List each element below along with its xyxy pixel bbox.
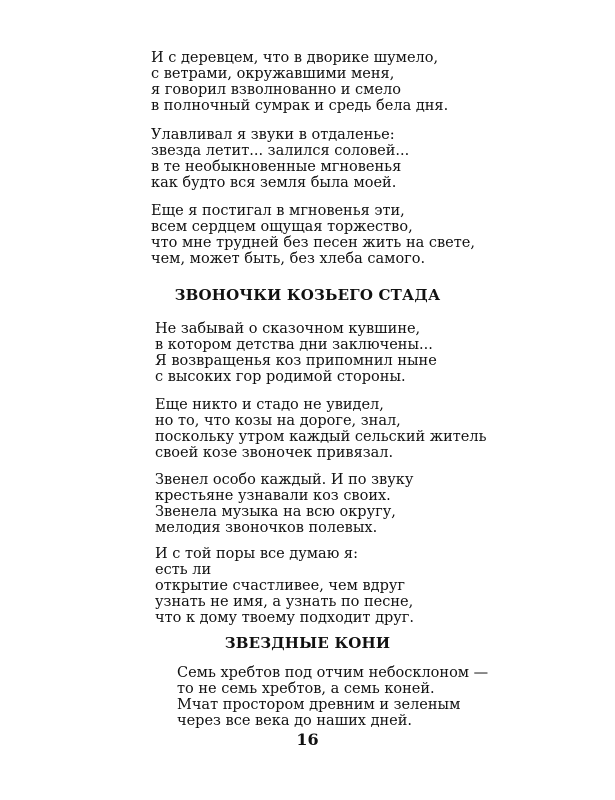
verse-line: узнать не имя, а узнать по песне, <box>155 594 414 610</box>
verse-line: звезда летит... залился соловей... <box>151 143 410 159</box>
verse-line: но то, что козы на дороге, знал, <box>155 413 401 429</box>
verse-line: поскольку утром каждый сельский житель <box>155 429 487 445</box>
poem-title: ЗВЕЗДНЫЕ КОНИ <box>224 634 391 652</box>
verse-line: Еще я постигал в мгновенья эти, <box>151 203 405 219</box>
verse-line: И с той поры все думаю я: <box>155 546 358 562</box>
verse-line: Звенела музыка на всю округу, <box>155 504 396 520</box>
poem1-stanza-1 <box>151 50 448 114</box>
verse-line: что к дому твоему подходит друг. <box>155 610 415 626</box>
verse-line: открытие счастливее, чем вдруг <box>155 578 405 594</box>
poem3-stanza-1 <box>177 665 488 729</box>
poem2-stanza-2 <box>155 397 487 461</box>
poem2-stanza-4 <box>155 546 414 626</box>
verse-line: Не забывай о сказочном кувшине, <box>155 321 421 337</box>
verse-line: то не семь хребтов, а семь коней. <box>177 681 435 697</box>
verse-line: всем сердцем ощущая торжество, <box>151 219 413 235</box>
verse-line: в те необыкновенные мгновенья <box>151 159 402 175</box>
page-number: 16 <box>296 730 319 749</box>
verse-line: через все века до наших дней. <box>177 713 413 729</box>
poem-title: ЗВОНОЧКИ КОЗЬЕГО СТАДА <box>174 286 441 304</box>
verse-line: в полночный сумрак и средь бела дня. <box>151 98 449 114</box>
verse-line: что мне трудней без песен жить на свете, <box>151 235 475 251</box>
verse-line: Семь хребтов под отчим небосклоном — <box>177 665 489 681</box>
verse-line: я говорил взволнованно и смело <box>151 82 401 98</box>
verse-line: Еще никто и стадо не увидел, <box>155 397 384 413</box>
verse-line: чем, может быть, без хлеба самого. <box>151 251 426 267</box>
poem2-stanza-1 <box>155 321 437 385</box>
poem1-stanza-2 <box>151 127 409 191</box>
verse-line: Мчат простором древним и зеленым <box>177 697 461 713</box>
verse-line: Звенел особо каждый. И по звуку <box>155 472 414 488</box>
verse-line: И с деревцем, что в дворике шумело, <box>151 50 439 66</box>
verse-line: Улавливал я звуки в отдаленье: <box>151 127 395 143</box>
verse-line: с ветрами, окружавшими меня, <box>151 66 395 82</box>
verse-line: как будто вся земля была моей. <box>151 175 397 191</box>
poem1-stanza-3 <box>151 203 475 267</box>
verse-line: Я возвращенья коз припомнил ныне <box>155 353 437 369</box>
verse-line: в котором детства дни заключены... <box>155 337 433 353</box>
verse-line: крестьяне узнавали коз своих. <box>155 488 391 504</box>
verse-line: своей козе звоночек привязал. <box>155 445 394 461</box>
verse-line: есть ли <box>155 562 212 578</box>
poem2-stanza-3 <box>155 472 413 536</box>
verse-line: мелодия звоночков полевых. <box>155 520 378 536</box>
verse-line: с высоких гор родимой стороны. <box>155 369 406 385</box>
